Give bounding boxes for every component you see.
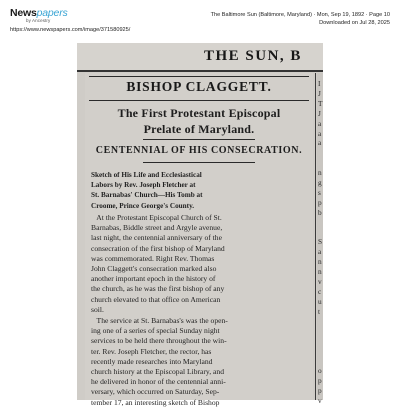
publication-info xyxy=(140,12,390,27)
deck-line: Labors by Rev. Joseph Fletcher at xyxy=(91,181,196,190)
text-line: last night, the centennial anniversary of the xyxy=(91,233,222,243)
article-subhead-1: The First Protestant Episcopal xyxy=(117,106,281,120)
text-line: church elevated to that office on American xyxy=(91,294,221,304)
deck-line: Croome, Prince George's County. xyxy=(91,201,195,210)
adjacent-column-char: n xyxy=(318,168,322,178)
headline-rule xyxy=(89,100,309,101)
subhead-dash xyxy=(143,139,255,140)
adjacent-column-char: a xyxy=(318,128,322,138)
adjacent-column-char: T xyxy=(318,98,323,108)
article-paragraph-1 xyxy=(91,213,311,315)
adjacent-column-char: p xyxy=(318,197,322,207)
text-line: was commemorated. Right Rev. Thomas xyxy=(91,253,215,263)
text-line: ing one of a series of special Sunday night xyxy=(91,326,220,336)
newspaper-scan xyxy=(77,43,323,407)
article-deck xyxy=(91,170,309,211)
download-date: Downloaded on Jul 28, 2025 xyxy=(319,19,390,26)
logo-subtitle: by Ancestry xyxy=(26,18,51,23)
publication-line: The Baltimore Sun (Baltimore, Maryland) · Mon, Sep 19, 1892 · Page 10 xyxy=(210,12,390,18)
text-line: soil. xyxy=(91,304,104,314)
adjacent-column-char: J xyxy=(318,108,321,118)
masthead-strip xyxy=(77,43,323,71)
adjacent-column-char: t xyxy=(318,306,321,316)
adjacent-column-char: a xyxy=(318,118,322,128)
section-heading: CENTENNIAL OF HIS CONSECRATION. xyxy=(95,145,303,156)
logo-light: papers xyxy=(36,7,68,19)
text-line: services to be held there throughout the win- xyxy=(91,336,227,346)
section-dash xyxy=(143,162,255,163)
adjacent-column-char: b xyxy=(318,207,322,217)
text-line: John Claggett's consecration marked also xyxy=(91,264,217,274)
article-subhead-2: Prelate of Maryland. xyxy=(143,122,255,136)
adjacent-column-char: a xyxy=(318,247,322,257)
clip-url[interactable]: https://www.newspapers.com/image/371580925/ xyxy=(10,27,131,33)
deck-line: St. Barnabas' Church—His Tomb at xyxy=(91,191,203,200)
adjacent-column-char: S xyxy=(318,237,323,247)
adjacent-column-char: v xyxy=(318,277,322,286)
adjacent-column-char: c xyxy=(318,286,322,296)
text-line: church history at the Episcopal Library, and xyxy=(91,367,224,377)
text-line: recently made researches into Maryland xyxy=(91,356,213,366)
text-line: The service at St. Barnabas's was the open- xyxy=(91,316,228,325)
column-rule xyxy=(315,73,316,400)
adjacent-column-char: s xyxy=(318,187,321,197)
page-header xyxy=(0,0,400,40)
text-line: Barnabas, Biddle street and Argyle avenue, xyxy=(91,223,223,233)
text-line: another important epoch in the history of xyxy=(91,274,216,284)
text-line: tember 17, an interesting sketch of Bishop xyxy=(91,397,220,407)
article-clipping xyxy=(85,73,313,407)
text-line: ter. Rev. Joseph Fletcher, the rector, has xyxy=(91,346,212,356)
masthead-rule xyxy=(77,70,323,72)
article-headline: BISHOP CLAGGETT. xyxy=(126,79,272,94)
adjacent-column-char: n xyxy=(318,267,322,277)
deck-line: Sketch of His Life and Ecclesiastical xyxy=(91,171,202,179)
logo-main: News xyxy=(10,7,37,19)
adjacent-column-char: n xyxy=(318,257,322,267)
adjacent-column-char: u xyxy=(318,296,322,306)
adjacent-column-char: p xyxy=(318,385,322,395)
text-line: consecration of the first bishop of Maryland xyxy=(91,243,225,253)
adjacent-column-char: v xyxy=(318,395,322,405)
text-line: the church, as he was the first bishop of any xyxy=(91,284,225,294)
adjacent-column-char: J xyxy=(318,88,321,98)
newspapers-logo[interactable] xyxy=(10,8,68,18)
article-paragraph-2 xyxy=(91,316,311,408)
adjacent-column-char: p xyxy=(318,376,322,385)
adjacent-column-char: a xyxy=(318,138,322,148)
article-top-rule xyxy=(89,76,309,77)
adjacent-column-char: I xyxy=(318,79,321,88)
masthead-title: THE SUN, B xyxy=(204,48,302,64)
adjacent-column-char: g xyxy=(318,178,322,187)
text-line: At the Protestant Episcopal Church of St. xyxy=(91,213,222,222)
adjacent-column-char: o xyxy=(318,366,322,376)
text-line: versary, which occurred on Saturday, Sep- xyxy=(91,387,220,397)
text-line: he delivered in honor of the centennial anni- xyxy=(91,377,226,387)
